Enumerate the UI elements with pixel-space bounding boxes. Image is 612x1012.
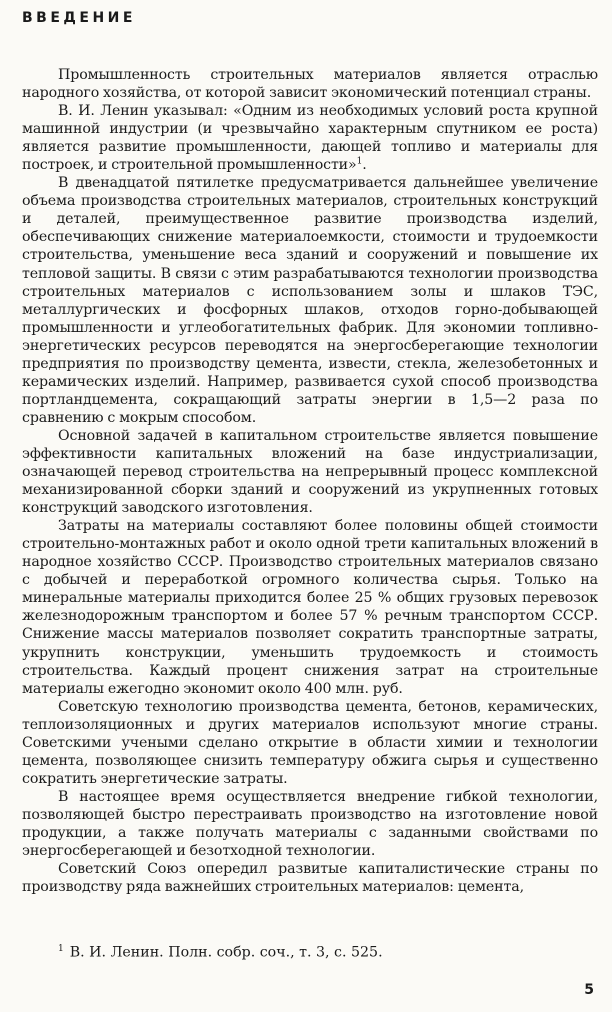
paragraph-1: Промышленность строительных материалов является отраслью народного хозяйства, от которой зависит экономический потенциал страны. bbox=[22, 67, 598, 102]
paragraph-8: Советский Союз опередил развитые капиталистические страны по производству ряда важнейших строительных материалов: цемента, bbox=[22, 861, 598, 896]
paragraph-3: В двенадцатой пятилетке предусматривается дальнейшее увеличение объема производства строительных материалов, строительных конструкций и деталей, преимущественное развитие производства изделий, обеспечивающих снижение материалоемкости, стоимости и трудоемкости строительства, уменьшение веса зданий и сооружений и повышение их тепловой защиты. В связи с этим разрабатываются технологии производства строительных материалов с использованием золы и шлаков ТЭС, металлургических и фосфорных шлаков, отходов горно-добывающей промышленности и углеобогатительных фабрик. Для экономии топливно-энергетических ресурсов переводятся на энергосберегающие технологии предприятия по производству цемента, извести, стекла, железобетонных и керамических изделий. Например, развивается сухой способ производства портландцемента, сокращающий затраты энергии в 1,5—2 раза по сравнению с мокрым способом. bbox=[22, 175, 598, 426]
paragraph-4: Основной задачей в капитальном строительстве является повышение эффективности капитальных вложений на базе индустриализации, означающей перевод строительства на непрерывный процесс комплексной механизированной сборки зданий и сооружений из укрупненных готовых конструкций заводского изготовления. bbox=[22, 427, 598, 517]
chapter-heading: ВВЕДЕНИЕ bbox=[22, 10, 136, 26]
page-number: 5 bbox=[584, 982, 594, 998]
paragraph-5: Затраты на материалы составляют более половины общей стоимости строительно-монтажных работ и около одной трети капитальных вложений в народное хозяйство СССР. Производство строительных материалов связано с добычей и переработкой огромного количества сырья. Только на минеральные материалы приходится более 25 % общих грузовых перевозок железнодорожным транспортом и более 57 % речным транспортом СССР. Снижение массы материалов позволяет сократить транспортные затраты, укрупнить конструкции, уменьшить трудоемкость и стоимость строительства. Каждый процент снижения затрат на строительные материалы ежегодно экономит около 400 млн. руб. bbox=[22, 518, 598, 697]
footnote-number: 1 bbox=[58, 944, 64, 954]
paragraph-2: В. И. Ленин указывал: «Одним из необходимых условий роста крупной машинной индустрии (и чрезвычайно характерным спутником ее роста) является развитие промышленности, дающей топливо и материалы для построек, и строительной промышленности»$^1$. bbox=[22, 103, 598, 174]
footnote-text: В. И. Ленин. Полн. собр. соч., т. 3, с. 525. bbox=[69, 944, 383, 961]
paragraph-6: Советскую технологию производства цемента, бетонов, керамических, теплоизоляционных и других материалов используют многие страны. Советскими учеными сделано открытие в области химии и технологии цемента, позволяющее снизить температуру обжига сырья и существенно сократить энергетические затраты. bbox=[22, 698, 598, 787]
paragraph-2-text: В. И. Ленин указывал: «Одним из необходимых условий роста крупной машинной индустрии (и чрезвычайно характерным спутником ее роста) является развитие промышленности, дающей топливо и материалы для построек, и строительной промышленности» bbox=[22, 103, 598, 174]
footnote bbox=[58, 944, 383, 961]
footnote-reference: 1 bbox=[356, 156, 363, 167]
paragraph-7: В настоящее время осуществляется внедрение гибкой технологии, позволяющей быстро перестраивать производство на изготовление новой продукции, а также получать материалы с заданными свойствами по энергосберегающей и безотходной технологии. bbox=[22, 788, 598, 860]
